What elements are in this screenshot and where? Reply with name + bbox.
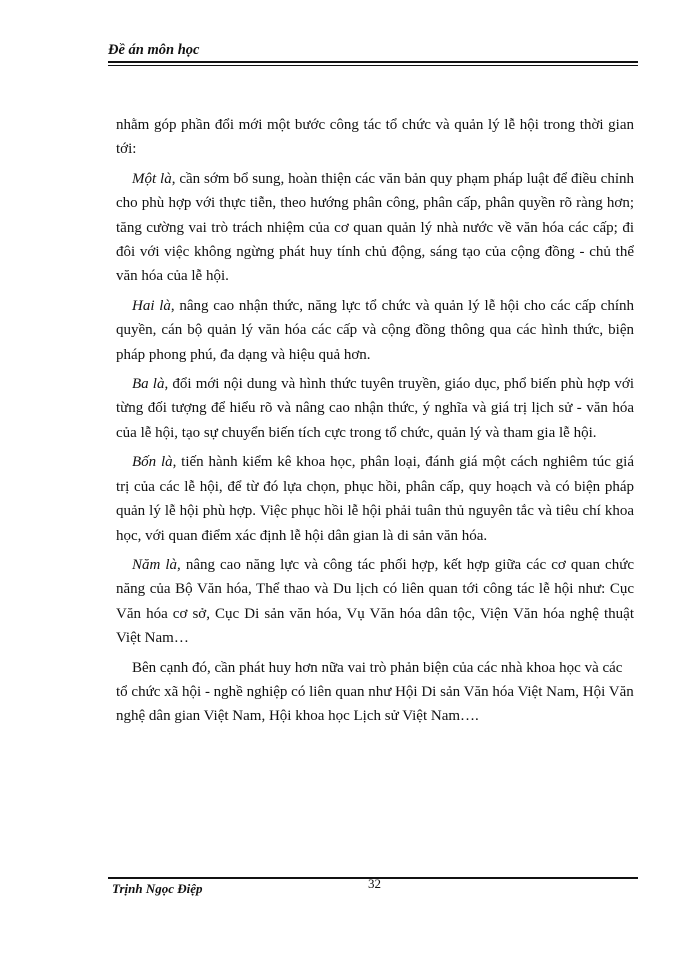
item-text: , tiến hành kiểm kê khoa học, phân loại, đánh giá một cách nghiêm túc giá trị của các lễ hội, để từ đó lựa chọn, phục hồi, phân cấp, quy hoạch và có biện pháp quản lý lễ hội phù hợp. Việc phục hồi lễ hội phải tuân thủ nguyên tắc và tiêu chí khoa học, với quan điểm xác định lễ hội dân gian là di sản văn hóa.: [116, 454, 634, 544]
item-lead: Bốn là: [132, 454, 173, 471]
item-lead: Một là: [132, 170, 172, 187]
page-body: [116, 113, 634, 734]
item-text: , cần sớm bổ sung, hoàn thiện các văn bản quy phạm pháp luật để điều chỉnh cho phù hợp với thực tiễn, theo hướng phân công, phân cấp, phân quyền rõ ràng hơn; tăng cường vai trò trách nhiệm của cơ quan quản lý nhà nước về văn hóa các cấp; đi đôi với việc không ngừng phát huy tính chủ động, sáng tạo của cộng đồng - chủ thể văn hóa của lễ hội.: [116, 170, 635, 285]
header-rule-thick: [108, 61, 638, 63]
intro-paragraph: nhằm góp phần đổi mới một bước công tác tổ chức và quản lý lễ hội trong thời gian tới:: [116, 117, 634, 158]
item-text: , nâng cao nhận thức, năng lực tổ chức và quản lý lễ hội cho các cấp chính quyền, cán bộ quản lý văn hóa các cấp và cộng đồng thông qua các hình thức, biện pháp phong phú, đa dạng và hiệu quả hơn.: [116, 297, 634, 363]
document-header-title: Đề án môn học: [108, 42, 200, 58]
item-lead: Hai là: [132, 297, 171, 314]
item-lead: Năm là: [132, 556, 178, 573]
item-text: , nâng cao năng lực và công tác phối hợp, kết hợp giữa các cơ quan chức năng của Bộ Văn hóa, Thể thao và Du lịch có liên quan tới công tác lễ hội như: Cục Văn hóa cơ sở, Cục Di sản văn hóa, Vụ Văn hóa dân tộc, Viện Văn hóa nghệ thuật Việt Nam…: [116, 556, 634, 647]
item-text: , đổi mới nội dung và hình thức tuyên truyền, giáo dục, phổ biến phù hợp với từng đối tượng để hiểu rõ và nâng cao nhận thức, ý nghĩa và giá trị lịch sử - văn hóa của lễ hội, tạo sự chuyển biến tích cực trong tổ chức, quản lý và tham gia lễ hội.: [116, 376, 634, 441]
footer-author: Trịnh Ngọc Điệp: [112, 881, 203, 896]
item-lead: Ba là: [132, 376, 165, 393]
item-paragraph-1: [116, 167, 634, 289]
item-paragraph-2: [116, 294, 634, 367]
closing-paragraph: Bên cạnh đó, cần phát huy hơn nữa vai trò phản biện của các nhà khoa học và các tổ chức xã hội - nghề nghiệp có liên quan như Hội Di sản Văn hóa Việt Nam, Hội Văn nghệ dân gian Việt Nam, Hội khoa học Lịch sử Việt Nam….: [116, 659, 634, 725]
item-paragraph-3: [116, 372, 634, 445]
header-rule-thin: [108, 65, 638, 66]
page-number: 32: [368, 876, 381, 891]
item-paragraph-4: [116, 450, 634, 548]
item-paragraph-5: [116, 553, 634, 651]
